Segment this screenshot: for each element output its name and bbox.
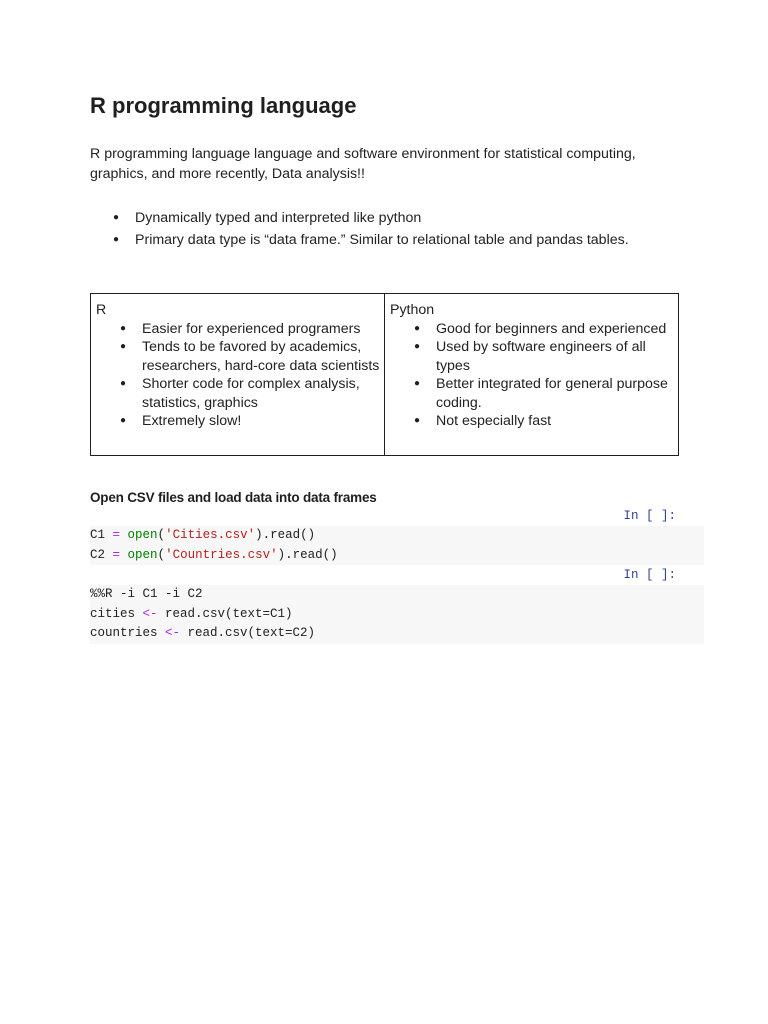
python-column bbox=[385, 294, 678, 455]
comparison-table bbox=[90, 293, 679, 456]
code-line: C1 = open('Cities.csv').read() bbox=[90, 528, 316, 542]
code-line: cities <- read.csv(text=C1) bbox=[90, 606, 293, 621]
code-line: C2 = open('Countries.csv').read() bbox=[90, 547, 338, 562]
list-item: ● Used by software engineers of all types bbox=[390, 338, 678, 375]
list-item: ● Primary data type is “data frame.” Similar to relational table and pandas tables. bbox=[90, 229, 710, 251]
list-item: ● Good for beginners and experienced bbox=[390, 320, 678, 339]
intro-paragraph: R programming language language and software environment for statistical computing, graphics, and more recently, Data analysis!! bbox=[90, 146, 636, 182]
list-item: ● Tends to be favored by academics, researchers, hard-core data scientists bbox=[96, 338, 384, 375]
r-column-header: R bbox=[96, 302, 107, 318]
input-prompt: In [ ]: bbox=[623, 568, 676, 582]
list-item: ● Shorter code for complex analysis, statistics, graphics bbox=[96, 375, 384, 412]
input-prompt: In [ ]: bbox=[623, 509, 676, 523]
page-title: R programming language bbox=[90, 93, 357, 118]
r-column bbox=[91, 294, 385, 455]
code-line: %%R -i C1 -i C2 bbox=[90, 587, 203, 601]
list-item: ● Better integrated for general purpose coding. bbox=[390, 375, 678, 412]
r-list bbox=[96, 320, 384, 431]
list-item: ● Not especially fast bbox=[390, 412, 678, 431]
code-line: countries <- read.csv(text=C2) bbox=[90, 626, 316, 640]
feature-list bbox=[90, 207, 710, 251]
code-cell[interactable] bbox=[90, 526, 704, 565]
python-column-header: Python bbox=[390, 302, 435, 318]
code-cell[interactable] bbox=[90, 585, 704, 644]
list-item: ● Dynamically typed and interpreted like python bbox=[90, 207, 710, 229]
section-heading: Open CSV files and load data into data frames bbox=[90, 490, 377, 505]
list-item: ● Easier for experienced programers bbox=[96, 320, 384, 339]
python-list bbox=[390, 320, 678, 431]
list-item: ● Extremely slow! bbox=[96, 412, 384, 431]
